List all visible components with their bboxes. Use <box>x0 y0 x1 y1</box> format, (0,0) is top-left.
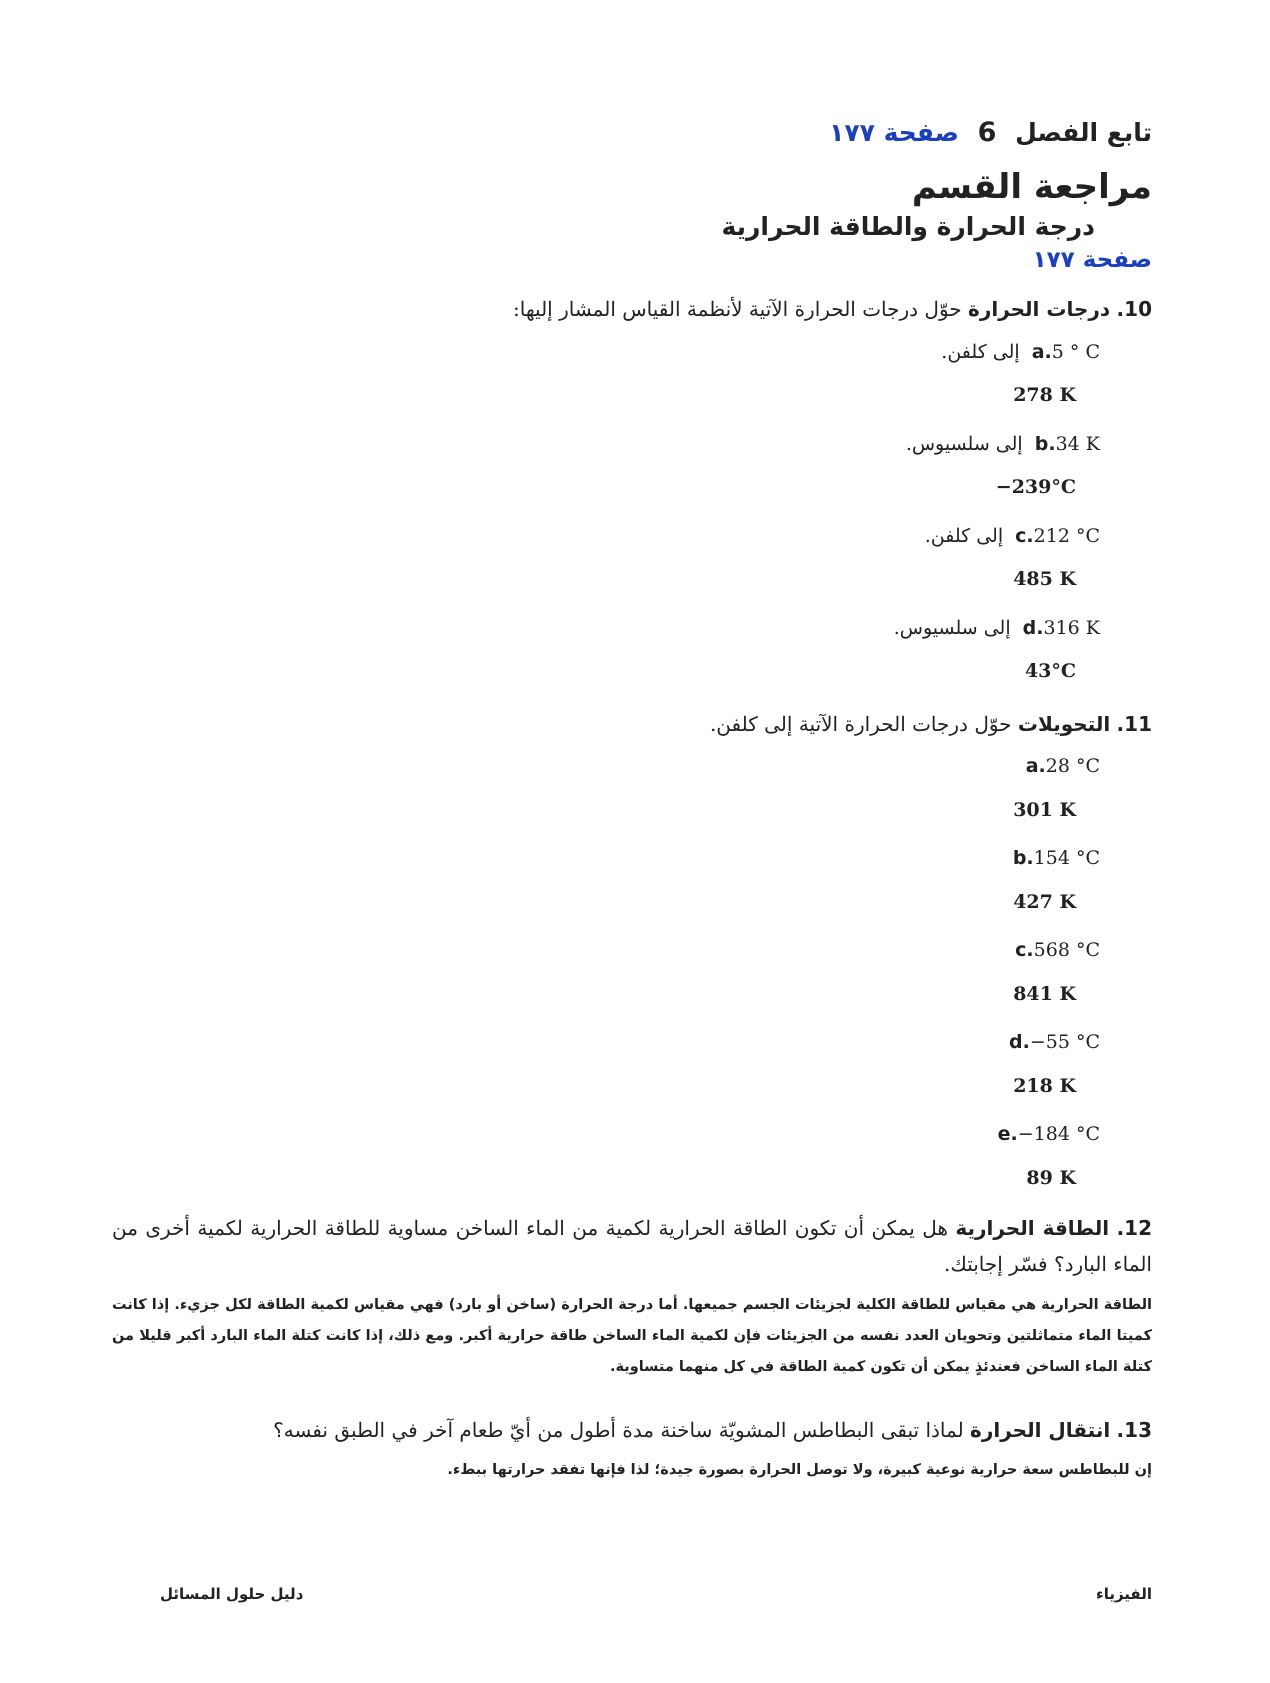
q11-item-e <box>992 1123 1100 1145</box>
item-label: c. <box>1015 525 1034 547</box>
q12-answer: الطاقة الحرارية هي مقياس للطاقة الكلية لجزيئات الجسم جميعها. أما درجة الحرارة (ساخن أو بارد) فهي مقياس لكمية الطاقة لكل جزيء. إذا كانت كميتا الماء متماثلتين وتحويان العدد نفسه من الجزيئات فإن لكمية الماء الساخن طاقة حرارية أكبر. ومع ذلك، إذا كانت كتلة الماء البارد أكبر قليلا من كتلة الماء الساخن فعندئذٍ يمكن أن تكون كمية الطاقة في كل منهما متساوية. <box>112 1297 1152 1375</box>
question-topic: التحويلات <box>1017 712 1111 736</box>
q11-answer-e: 89 K <box>1026 1167 1076 1189</box>
question-text: حوّل درجات الحرارة الآتية لأنظمة القياس المشار إليها: <box>512 297 962 321</box>
q10-item-b <box>906 433 1100 455</box>
q10-item-a <box>941 341 1100 363</box>
item-text: −184 °C <box>1017 1123 1100 1145</box>
chapter-page-ref: صفحة ١٧٧ <box>829 118 959 147</box>
q10-item-d <box>894 617 1100 639</box>
q11-item-b <box>1007 847 1100 869</box>
section-page-ref: صفحة ١٧٧ <box>1032 247 1152 273</box>
item-text: 154 °C <box>1033 847 1100 869</box>
item-text: −55 °C <box>1029 1031 1100 1053</box>
item-text: 34 K إلى سلسيوس. <box>905 433 1100 455</box>
item-label: e. <box>997 1123 1018 1145</box>
q11-item-d <box>1003 1031 1100 1053</box>
item-text: 28 °C <box>1045 755 1100 777</box>
item-text: 5 ° C إلى كلفن. <box>941 341 1100 363</box>
item-text: 316 K إلى سلسيوس. <box>893 617 1100 639</box>
chapter-number: 6 <box>977 117 997 148</box>
footer-subject: الفيزياء <box>1096 1585 1152 1603</box>
q11-item-c <box>1009 939 1100 961</box>
q10-item-c <box>925 525 1100 547</box>
question-topic: انتقال الحرارة <box>970 1418 1111 1442</box>
item-label: c. <box>1015 939 1034 961</box>
q11-answer-c: 841 K <box>1013 983 1076 1005</box>
question-topic: الطاقة الحرارية <box>955 1216 1110 1240</box>
item-label: a. <box>1025 755 1046 777</box>
question-topic: درجات الحرارة <box>968 297 1111 321</box>
question-11 <box>710 712 1152 736</box>
item-label: d. <box>1022 617 1044 639</box>
question-number: 13. <box>1116 1418 1152 1442</box>
q11-item-a <box>1020 755 1100 777</box>
question-10 <box>513 297 1152 321</box>
question-text: هل يمكن أن تكون الطاقة الحرارية لكمية من الماء الساخن مساوية للطاقة الحرارية لكمية أخرى من الماء البارد؟ فسّر إجابتك. <box>112 1216 1152 1276</box>
q10-answer-a: 278 K <box>1013 384 1076 406</box>
chapter-label: تابع الفصل <box>1015 118 1152 147</box>
item-label: b. <box>1034 433 1056 455</box>
question-13 <box>273 1418 1152 1442</box>
item-text: 568 °C <box>1033 939 1100 961</box>
question-text: لماذا تبقى البطاطس المشويّة ساخنة مدة أطول من أيّ طعام آخر في الطبق نفسه؟ <box>273 1418 964 1442</box>
question-number: 10. <box>1116 297 1152 321</box>
question-number: 12. <box>1116 1216 1153 1240</box>
q11-answer-b: 427 K <box>1013 891 1076 913</box>
item-label: b. <box>1012 847 1034 869</box>
q13-answer: إن للبطاطس سعة حرارية نوعية كبيرة، ولا توصل الحرارة بصورة جيدة؛ لذا فإنها تفقد حرارتها ببطء. <box>447 1462 1152 1478</box>
question-text: حوّل درجات الحرارة الآتية إلى كلفن. <box>709 712 1012 736</box>
item-text: 212 °C إلى كلفن. <box>924 525 1100 547</box>
section-subtitle: درجة الحرارة والطاقة الحرارية <box>721 212 1095 241</box>
question-12 <box>112 1210 1152 1282</box>
q10-answer-b: −239°C <box>995 476 1076 498</box>
footer-book-title: دليل حلول المسائل <box>160 1585 304 1603</box>
item-label: d. <box>1008 1031 1030 1053</box>
q10-answer-c: 485 K <box>1013 568 1076 590</box>
section-title: مراجعة القسم <box>911 167 1152 207</box>
q10-answer-d: 43°C <box>1024 660 1076 682</box>
q11-answer-d: 218 K <box>1013 1075 1076 1097</box>
chapter-heading <box>829 117 1152 148</box>
item-label: a. <box>1031 341 1052 363</box>
question-number: 11. <box>1116 712 1152 736</box>
q11-answer-a: 301 K <box>1013 799 1076 821</box>
